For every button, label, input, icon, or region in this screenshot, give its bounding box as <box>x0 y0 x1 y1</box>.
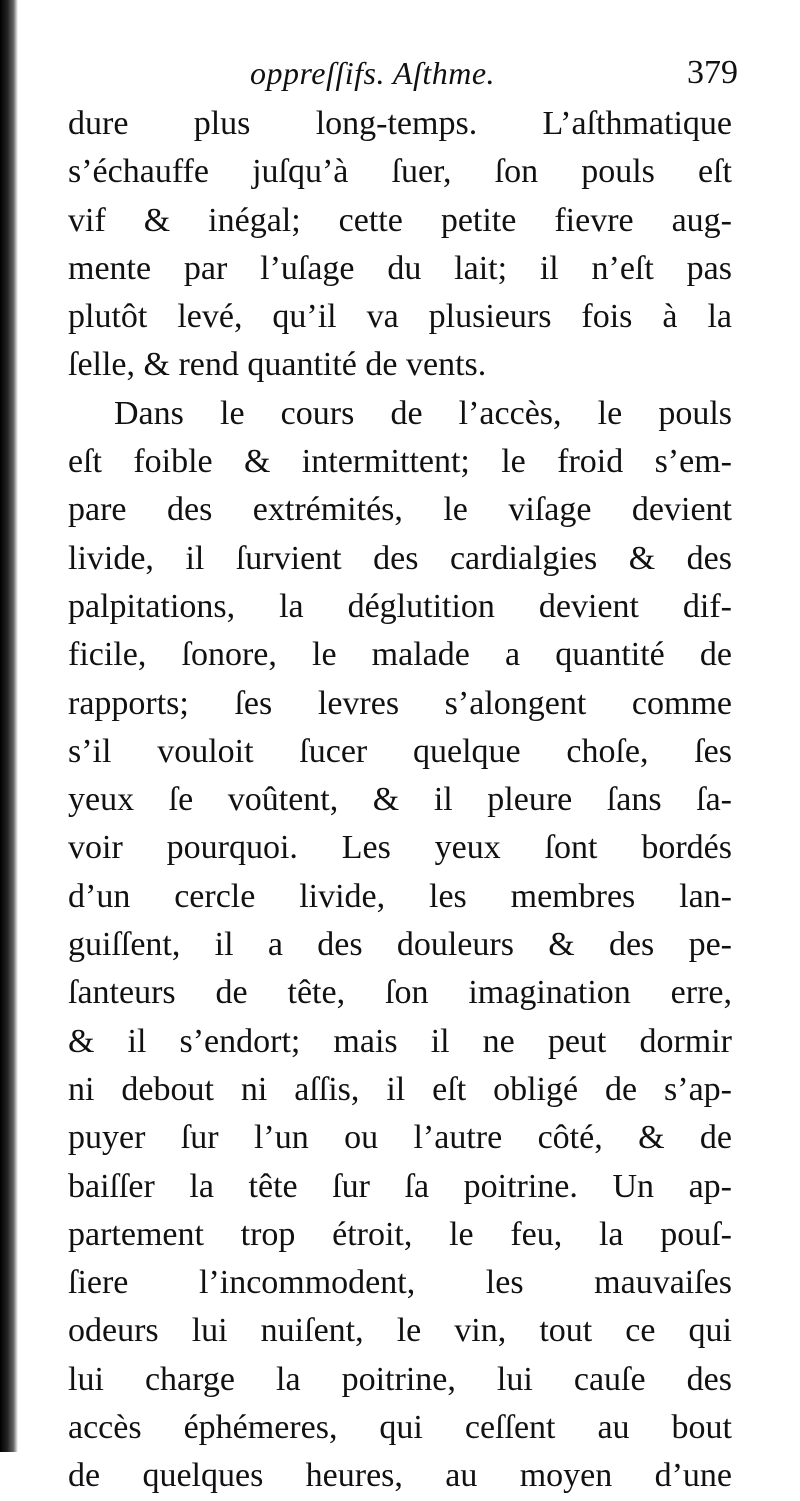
text-line: lui charge la poitrine, lui cauſe des <box>68 1360 732 1398</box>
text-line: & il s’endort; mais il ne peut dormir <box>68 1022 732 1060</box>
text-line: dure plus long-temps. L’aſthmatique <box>68 105 732 142</box>
text-line: plutôt levé, qu’il va plusieurs fois à la <box>68 298 732 336</box>
text-line: livide, il ſurvient des cardialgies & des <box>68 539 732 577</box>
text-line: voir pourquoi. Les yeux ſont bordés <box>68 829 732 867</box>
text-line: yeux ſe voûtent, & il pleure ſans ſa- <box>68 781 732 819</box>
page-gutter-shadow <box>0 0 18 1452</box>
text-line: accès éphémeres, qui ceſſent au bout <box>68 1409 732 1447</box>
running-head: oppreſſifs. Aſthme. <box>250 55 496 91</box>
text-line: ſanteurs de tête, ſon imagination erre, <box>68 974 732 1012</box>
text-line: ni debout ni aſſis, il eſt obligé de s’ap- <box>68 1070 732 1108</box>
text-line: odeurs lui nuiſent, le vin, tout ce qui <box>68 1312 732 1350</box>
text-line: de quelques heures, au moyen d’une <box>68 1457 732 1495</box>
text-line: ſiere l’incommodent, les mauvaiſes <box>68 1264 732 1302</box>
body-text <box>68 100 732 1501</box>
text-line: s’il vouloit ſucer quelque choſe, ſes <box>68 732 732 770</box>
text-line: d’un cercle livide, les membres lan- <box>68 877 732 915</box>
text-line: s’échauffe juſqu’à ſuer, ſon pouls eſt <box>68 153 732 191</box>
text-line: ſelle, & rend quantité de vents. <box>68 346 487 384</box>
text-line: puyer ſur l’un ou l’autre côté, & de <box>68 1119 732 1157</box>
text-line: eſt foible & intermittent; le froid s’em- <box>68 443 732 481</box>
page-number: 379 <box>687 54 738 91</box>
text-line: ficile, ſonore, le malade a quantité de <box>68 636 732 674</box>
text-line: rapports; ſes levres s’alongent comme <box>68 684 732 722</box>
text-line: guiſſent, il a des douleurs & des pe- <box>68 926 732 964</box>
text-line: baiſſer la tête ſur ſa poitrine. Un ap- <box>68 1167 732 1205</box>
text-line: Dans le cours de l’accès, le pouls <box>114 394 732 432</box>
text-line: mente par l’uſage du lait; il n’eſt pas <box>68 249 732 287</box>
text-line: vif & inégal; cette petite fievre aug- <box>68 201 732 239</box>
text-line: partement trop étroit, le feu, la pouſ- <box>68 1215 732 1253</box>
text-line: palpitations, la déglutition devient dif- <box>68 587 732 625</box>
text-line: pare des extrémités, le viſage devient <box>68 491 732 529</box>
